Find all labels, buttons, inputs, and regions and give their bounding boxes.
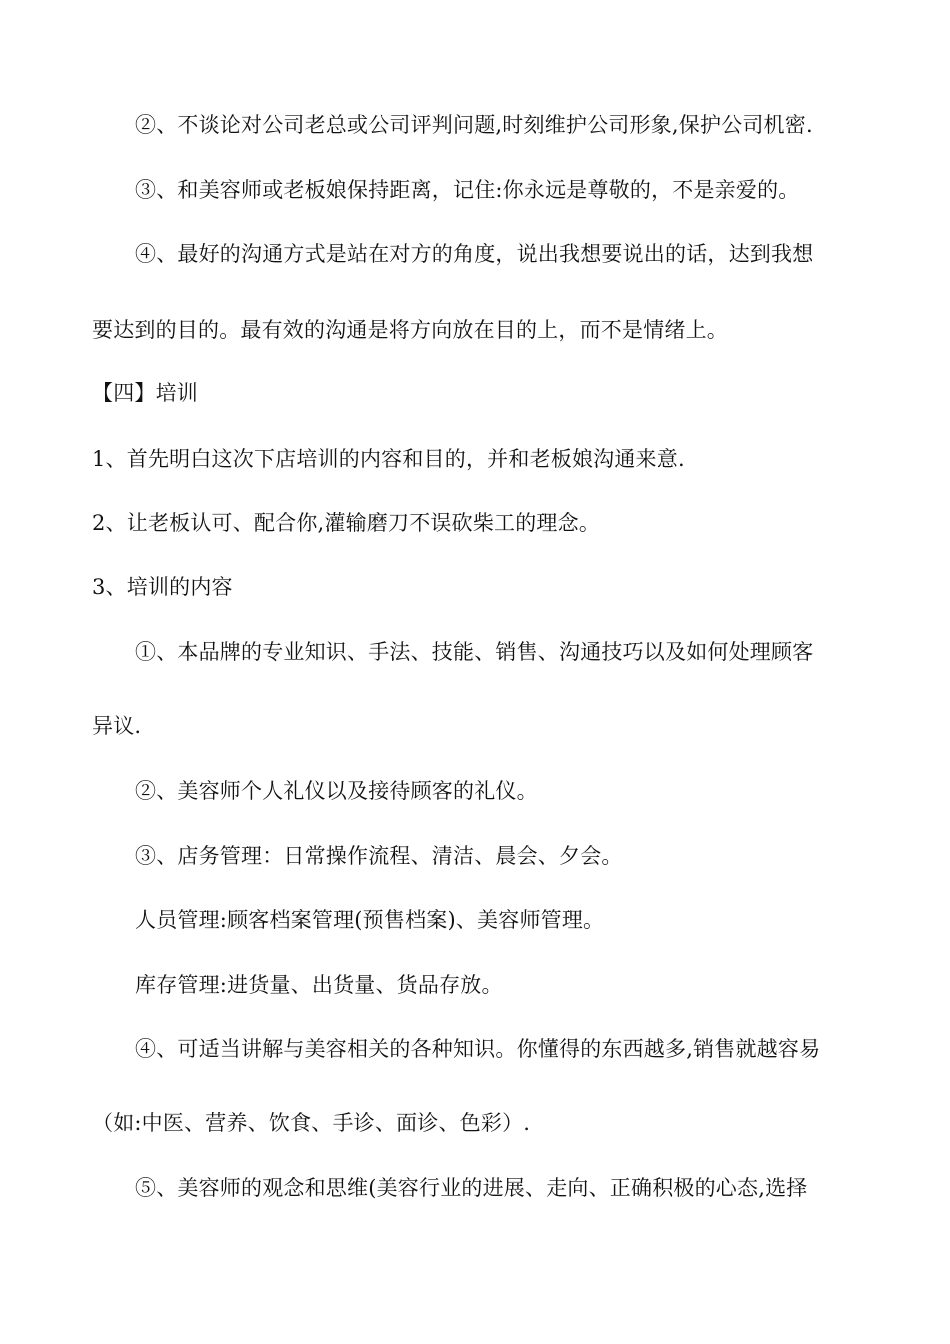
paragraph-line: ②、美容师个人礼仪以及接待顾客的礼仪。 bbox=[135, 779, 538, 803]
paragraph-line: ④、可适当讲解与美容相关的各种知识。你懂得的东西越多,销售就越容易 bbox=[135, 1037, 821, 1061]
paragraph-line: 3、培训的内容 bbox=[92, 575, 233, 599]
paragraph-line: （如:中医、营养、饮食、手诊、面诊、色彩）. bbox=[92, 1111, 531, 1135]
paragraph-line: ④、最好的沟通方式是站在对方的角度，说出我想要说出的话，达到我想 bbox=[135, 242, 814, 266]
paragraph-line: ③、和美容师或老板娘保持距离，记住:你永远是尊敬的，不是亲爱的。 bbox=[135, 178, 800, 202]
paragraph-line: ②、不谈论对公司老总或公司评判问题,时刻维护公司形象,保护公司机密. bbox=[135, 113, 813, 137]
paragraph-line: ⑤、美容师的观念和思维(美容行业的进展、走向、正确积极的心态,选择 bbox=[135, 1176, 808, 1200]
paragraph-line: 库存管理:进货量、出货量、货品存放。 bbox=[135, 973, 503, 997]
paragraph-line: 异议. bbox=[92, 714, 142, 738]
paragraph-line: 人员管理:顾客档案管理(预售档案)、美容师管理。 bbox=[135, 908, 605, 932]
section-heading: 【四】培训 bbox=[92, 381, 198, 405]
paragraph-line: ①、本品牌的专业知识、手法、技能、销售、沟通技巧以及如何处理顾客 bbox=[135, 640, 814, 664]
paragraph-line: 1、首先明白这次下店培训的内容和目的，并和老板娘沟通来意. bbox=[92, 447, 685, 471]
paragraph-line: ③、店务管理：日常操作流程、清洁、晨会、夕会。 bbox=[135, 844, 623, 868]
paragraph-line: 要达到的目的。最有效的沟通是将方向放在目的上，而不是情绪上。 bbox=[92, 318, 728, 342]
paragraph-line: 2、让老板认可、配合你,灌输磨刀不误砍柴工的理念。 bbox=[92, 511, 601, 535]
